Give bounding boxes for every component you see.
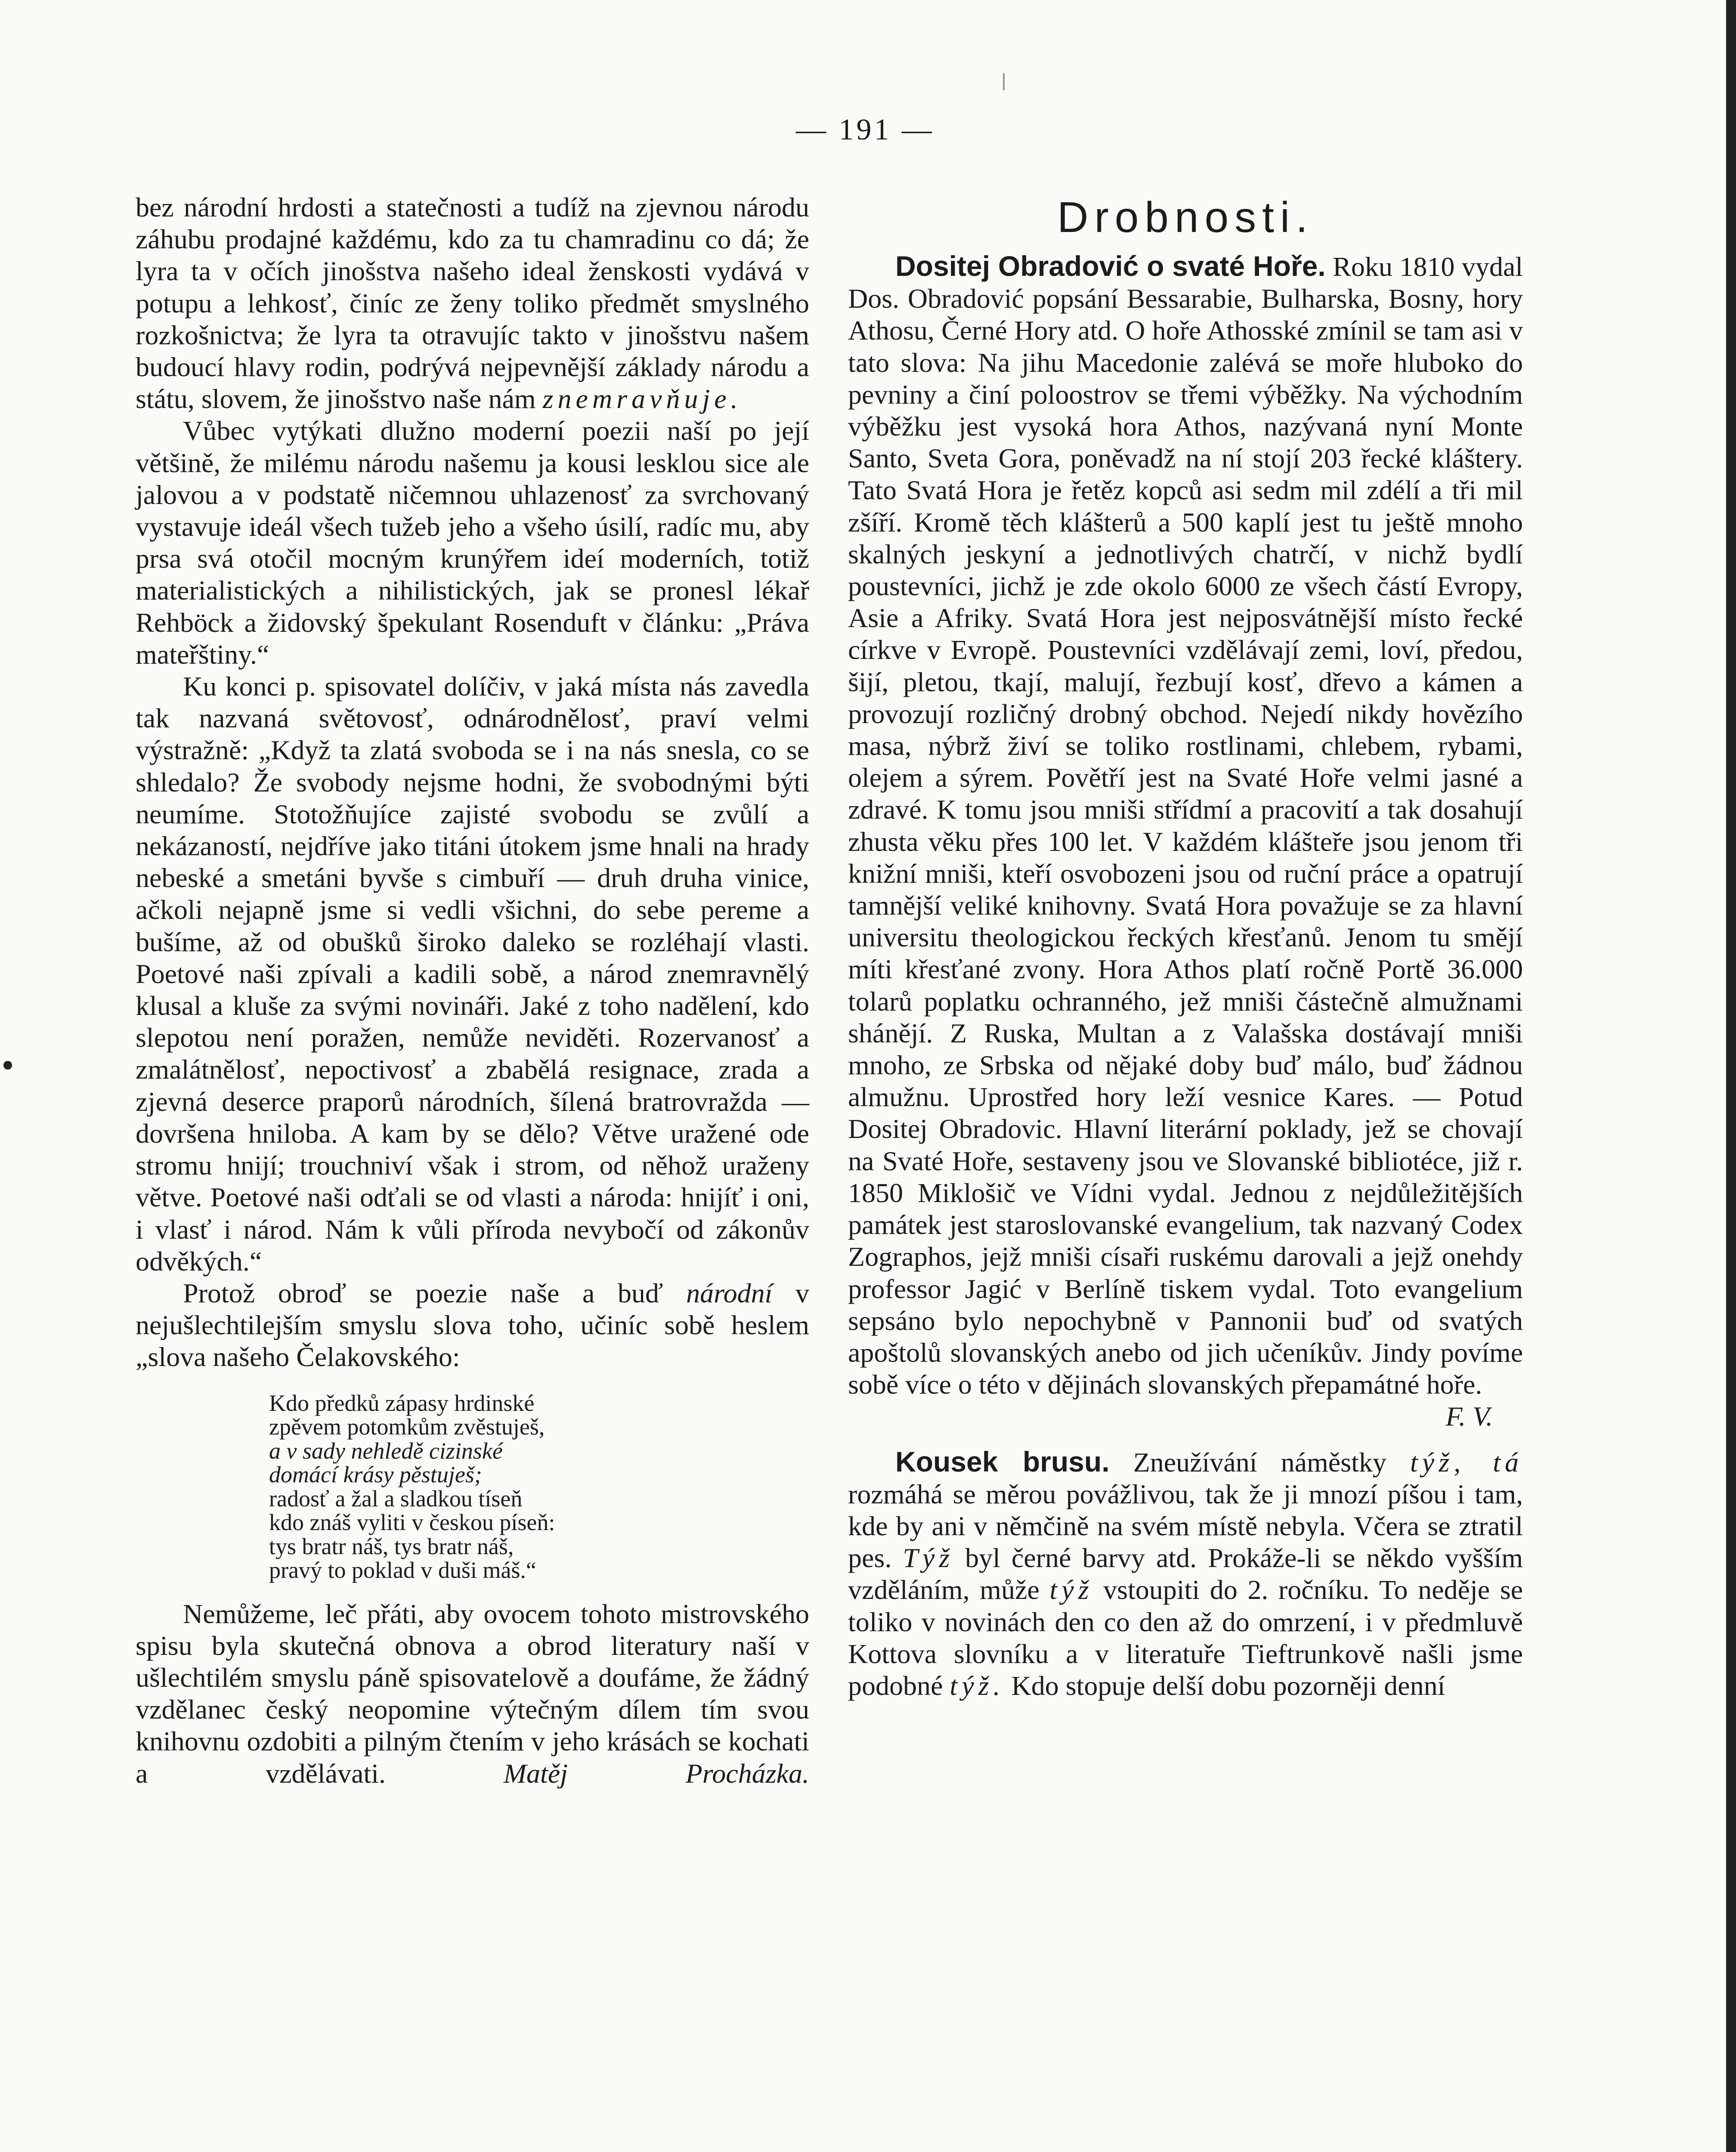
poem-line: kdo znáš vyliti v českou píseň: xyxy=(269,1509,555,1536)
punch-hole xyxy=(3,1061,12,1070)
paragraph-text: v nejušlechtilejším smyslu slova toho, učiníc sobě heslem „slova našeho Čelakovského: xyxy=(136,1277,810,1373)
paragraph-text: Protož obroď se poezie naše a buď xyxy=(183,1277,663,1308)
article-text: rozmáhá se měrou povážlivou, tak že ji mnozí píšou i tam, kde by ani v němčině na svém místě nebyla. Včera se ztratil pes. xyxy=(848,1478,1523,1574)
emphasis: týž xyxy=(1049,1574,1093,1605)
article-title: Dositej Obradović o svaté Hoře. xyxy=(895,250,1326,282)
poem-line: tys bratr náš, tys bratr náš, xyxy=(269,1533,514,1559)
poem-line: a v sady nehledě cizinské xyxy=(269,1438,503,1464)
section-title: Drobnosti. xyxy=(1057,193,1314,241)
paragraph-text: Nemůžeme, leč přáti, aby ovocem tohoto mistrovského spisu byla skutečná obnova a obrod literatury naší v ušlechtilém smyslu páně spisovatelově a doufáme, že žádný vzdělanec český neopomine výtečným dílem tím svou knihovnu ozdobiti a pilným čtením v jeho krásách se kochati a vzdělávati. xyxy=(136,1598,809,1789)
spacer xyxy=(848,1433,1523,1446)
left-column xyxy=(136,192,809,1790)
article-text: byl černé barvy atd. Prokáže-li se někdo vyšším vzděláním, může xyxy=(848,1543,1523,1605)
page-number: — 191 — xyxy=(796,113,935,146)
article-text: vstoupiti do 2. ročníku. To neděje se toliko v novinách den co den až do omrzení, i v předmluvě Kottova slovníku a v literatuře Tieftrunkově našli jsme podobné xyxy=(848,1574,1523,1701)
paragraph-1 xyxy=(136,192,809,415)
article-dositej xyxy=(848,250,1523,1401)
author-signature: Matěj Procházka. xyxy=(503,1758,810,1789)
poem-line: domácí krásy pěstuješ; xyxy=(269,1462,482,1488)
scan-mark xyxy=(1003,73,1005,90)
poem-line: zpěvem potomkům zvěstuješ, xyxy=(269,1414,545,1440)
emphasis: znemravňuje. xyxy=(542,383,742,414)
emphasis: Týž xyxy=(903,1543,954,1574)
right-column xyxy=(848,192,1523,1702)
paragraph-text: bez národní hrdosti a statečnosti a tudíž na zjevnou národu záhubu prodajné každému, kdo za tu chamradinu co dá; že lyra ta v očích jinošstva našeho ideal ženskosti vydává v potupu a lehkosť, činíc ze ženy toliko předmět smyslného rozkošnictva; že lyra ta otravujíc takto v jinošstvu našem budoucí hlavy rodin, podrývá nejpevnější základy národu a státu, slovem, že jinošstvo naše nám xyxy=(136,192,809,414)
poem-quote xyxy=(269,1391,809,1583)
article-text: Kdo stopuje delší dobu pozorněji denní xyxy=(1011,1670,1445,1701)
poem-line: pravý to poklad v duši máš.“ xyxy=(269,1557,536,1583)
emphasis: národní xyxy=(686,1277,773,1308)
paragraph-4 xyxy=(136,1277,809,1373)
poem-line: radosť a žal a sladkou tíseň xyxy=(269,1485,523,1512)
article-kousek-brusu xyxy=(848,1446,1523,1702)
paragraph-2: Vůbec vytýkati dlužno moderní poezii naší po její většině, že milému národu našemu ja kousi lesklou sice ale jalovou a v podstatě ničemnou uhlazenosť za svrchovaný vystavuje ideál všech tužeb jeho a všeho úsilí, radíc mu, aby prsa svá otočil mocným krunýřem ideí moderních, totiž materialistických a nihilistických, jak se pronesl lékař Rehböck a židovský špekulant Rosenduft v článku: „Práva mateřštiny.“ xyxy=(136,415,809,670)
article-initials: F. V. xyxy=(1445,1401,1493,1432)
poem-line: Kdo předků zápasy hrdinské xyxy=(269,1390,535,1416)
emphasis: týž, tá xyxy=(1410,1447,1523,1478)
scan-edge xyxy=(1726,0,1736,2152)
emphasis: týž. xyxy=(950,1670,1005,1701)
article-title: Kousek brusu. xyxy=(895,1445,1110,1478)
article-text: Roku 1810 vydal Dos. Obradović popsání Bessarabie, Bulharska, Bosny, hory Athosu, Černé Hory atd. O hoře Athosské zmínil se tam asi v tato slova: Na jihu Macedonie zalévá se moře hluboko do pevniny a činí poloostrov se třemi výběžky. Na východním výběžku jest vysoká hora Athos, nazývaná nyní Monte Santo, Sveta Gora, poněvadž na ní stojí 203 řecké kláštery. Tato Svatá Hora je řetěz kopců asi sedm mil zdélí a tři mil zšíří. Kromě těch klášterů a 500 kaplí jest tu ještě mnoho skalných jeskyní a jednotlivých chatrčí, v nichž bydlí poustevníci, jichž je zde okolo 6000 ze všech částí Evropy, Asie a Afriky. Svatá Hora jest nejposvátnější místo řecké církve v Evropě. Poustevníci vzdělávají zemi, loví, předou, šijí, pletou, tkají, malují, řezbují kosť, dřevo a kámen a provozují rozličný drobný obchod. Nejedí nikdy hovězího masa, nýbrž živí se toliko rostlinami, chlebem, rybami, olejem a sýrem. Povětří jest na Svaté Hoře velmi jasné a zdravé. K tomu jsou mniši střídmí a pracovití a tak dosahují zhusta věku přes 100 let. V každém klášteře jsou jenom tři knižní mniši, kteří osvobozeni jsou od ruční práce a opatrují tamnější veliké knihovny. Svatá Hora považuje se za hlavní universitu theologickou řeckých křesťanů. Jenom tu smějí míti křesťané zvony. Hora Athos platí ročně Portě 36.000 tolarů poplatku ochranného, jež mniši částečně almužnami shánějí. Z Ruska, Multan a z Valašska dostávají mniši mnoho, ze Srbska od nějaké doby buď málo, buď žádnou almužnu. Uprostřed hory leží vesnice Kares. — Potud Dositej Obradovic. Hlavní literární poklady, jež se chovají na Svaté Hoře, sestaveny jsou ve Slovanské bibliotéce, již r. 1850 Miklošič ve Vídni vydal. Jednou z nejdůležitějších památek jest staroslovanské evangelium, tak nazvaný Codex Zographos, jejž mniši císaři ruskému darovali a jejž onehdy professor Jagić v Berlíně tiskem vydal. Toto evangelium sepsáno bylo nepochybně v Pannonii buď od svatých apoštolů slovanských anebo od jich učeníkův. Jindy povíme sobě více o této v dějinách slovanských přepamátné hoře. xyxy=(848,251,1523,1400)
paragraph-3: Ku konci p. spisovatel dolíčiv, v jaká místa nás zavedla tak nazvaná světovosť, odnárodnělosť, praví velmi výstražně: „Když ta zlatá svoboda se i na nás snesla, co se shledalo? Že svobody nejsme hodni, že svobodnými býti neumíme. Stotožňujíce zajisté svobodu se zvůlí a nekázaností, nejdříve jako titáni útokem jsme hnali na hrady nebeské a smetáni byvše s cimbuří — druh druha vinice, ačkoli nejapně jsme si vedli všichni, do sebe pereme a bušíme, až od obušků široko daleko se rozléhají vlasti. Poetové naši zpívali a kadili sobě, a národ znemravnělý klusal a kluše za svými novináři. Jaké z toho nadělení, kdo slepotou není poražen, nemůže neviděti. Rozervanosť a zmalátnělosť, nepoctivosť a zbabělá resignace, zrada a zjevná deserce praporů národních, šílená bratrovražda — dovršena hniloba. A kam by se dělo? Větve uražené ode stromu hnijí; trouchniví však i strom, od něhož uraženy větve. Poetové naši odťali se od vlasti a národa: hnijíť i oni, i vlasť i národ. Nám k vůli příroda nevybočí od zákonův odvěkých.“ xyxy=(136,671,809,1277)
paragraph-5 xyxy=(136,1598,809,1790)
article-text: Zneužívání náměstky xyxy=(1133,1447,1386,1478)
